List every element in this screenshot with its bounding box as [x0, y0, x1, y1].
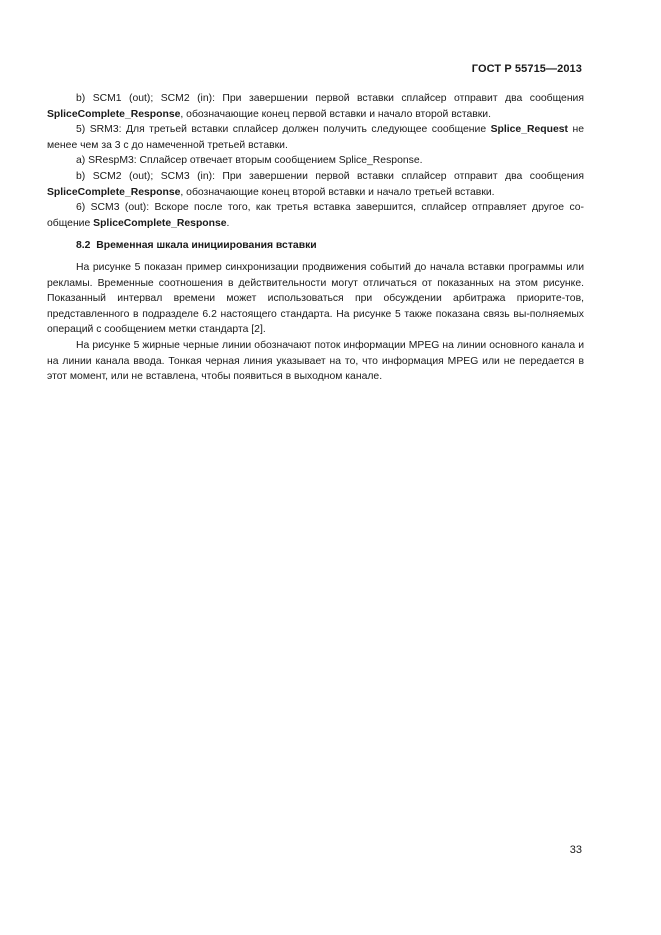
item-bold-term: SpliceComplete_Response [47, 108, 181, 120]
section-title: Временная шкала инициирования вставки [96, 240, 317, 252]
item-text: b) SCM2 (out); SCM3 (in): При завершении первой вставки сплайсер отправит два сообщения [76, 170, 584, 182]
item-text: не менее чем за 3 с до намеченной третьей вставки. [47, 124, 584, 151]
list-item [47, 122, 584, 153]
list-item [47, 153, 584, 169]
page-number: 33 [569, 844, 582, 856]
section-heading [47, 238, 584, 254]
item-bold-term: SpliceComplete_Response [47, 186, 181, 198]
list-item [47, 200, 584, 231]
list-item [47, 91, 584, 122]
document-body [47, 91, 584, 385]
body-paragraph: На рисунке 5 показан пример синхронизации продвижения событий до начала вставки программы или рекламы. Временные соотношения в действительности могут отличаться от показанных на этом рисунке. Показанный интервал времени может использоваться при обсуждении арбитража приорите-тов, представленного в подразделе 6.2 настоящего стандарта. На рисунке 5 также показана связь вы-полняемых операций с сообщением метки стандарта [2]. [47, 261, 584, 336]
item-text: 5) SRM3: Для третьей вставки сплайсер должен получить следующее сообщение [76, 124, 491, 136]
item-text: b) SCM1 (out); SCM2 (in): При завершении первой вставки сплайсер отправит два сообщения [76, 93, 584, 104]
section-number: 8.2 [76, 240, 91, 252]
item-bold-term: Splice_Request [490, 124, 568, 136]
item-bold-term: SpliceComplete_Response [93, 217, 227, 229]
item-text: 6) SCM3 (out): Вскоре после того, как третья вставка завершится, сплайсер отправляет другое со-общение [47, 202, 584, 229]
body-paragraph: На рисунке 5 жирные черные линии обозначают поток информации MPEG на линии основного канала и на линии канала ввода. Тонкая черная линия указывает на то, что информация MPEG или не передается в этот момент, или не вставлена, чтобы появиться в выходном канале. [47, 339, 584, 383]
standard-header: ГОСТ Р 55715—2013 [471, 63, 582, 75]
list-item [47, 169, 584, 200]
item-text: a) SRespM3: Сплайсер отвечает вторым сообщением Splice_Response. [76, 155, 423, 167]
item-text: , обозначающие конец первой вставки и начало второй вставки. [180, 108, 491, 120]
item-text: . [226, 217, 230, 229]
item-text: , обозначающие конец второй вставки и начало третьей вставки. [180, 186, 495, 198]
